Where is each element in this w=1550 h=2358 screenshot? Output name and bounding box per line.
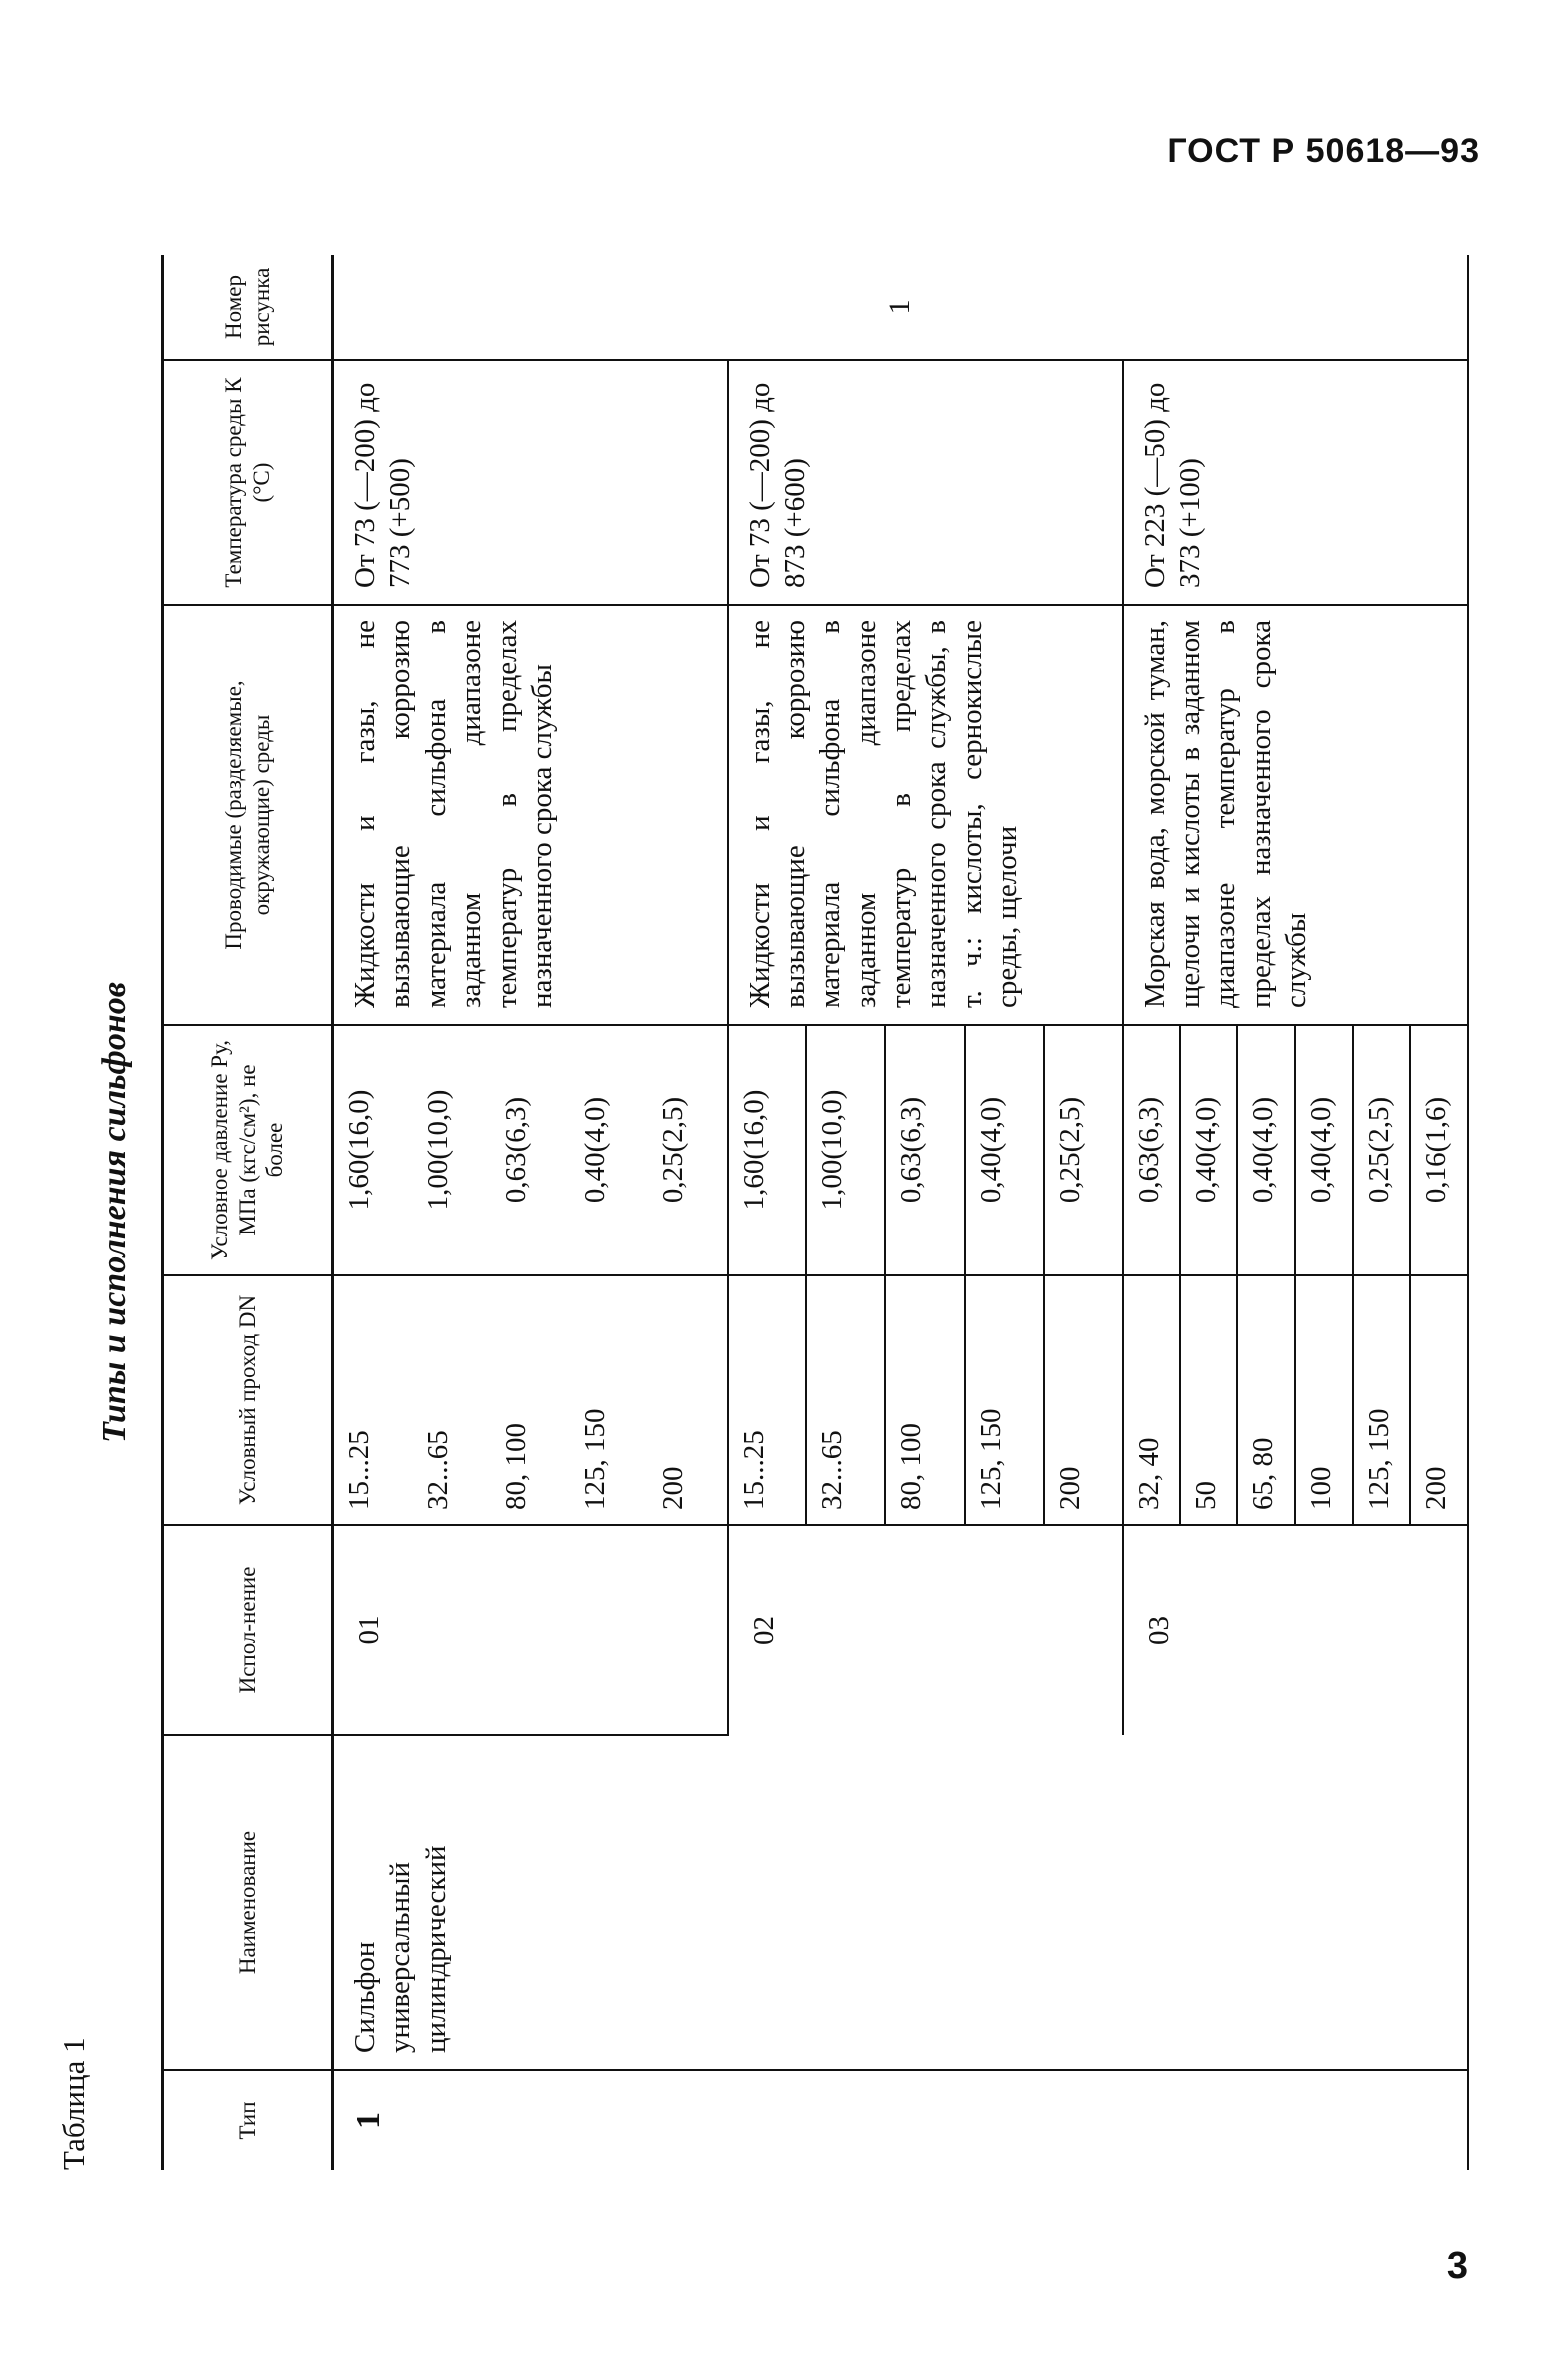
pressure-value: 0,63(6,3) <box>885 1026 964 1274</box>
pressure-value: 1,60(16,0) <box>737 1089 770 1211</box>
media-cell: Морская вода, морской туман, щелочи и кислоты в заданном диапазоне температур в пределах назначенного срока службы <box>1123 605 1468 1025</box>
pressure-value: 0,40(4,0) <box>965 1026 1044 1274</box>
pressure-value: 0,40(4,0) <box>1180 1026 1238 1274</box>
pressure-value: 0,25(2,5) <box>657 1096 689 1204</box>
pressure-value: 1,60(16,0) <box>343 1089 375 1211</box>
pressure-value: 0,40(4,0) <box>578 1096 611 1204</box>
nominal-bore-list <box>1124 1276 1467 1524</box>
nominal-bore-value: 65, 80 <box>1237 1276 1295 1524</box>
pressure-list <box>729 1026 1122 1274</box>
nominal-bore-value: 32, 40 <box>1132 1437 1165 1510</box>
pressure-value: 0,16(1,6) <box>1410 1026 1466 1274</box>
column-header-temperature: Температура среды К (°С) <box>163 360 333 605</box>
nominal-bore-value: 15...25 <box>737 1430 770 1510</box>
column-header-pressure: Условное давление Pу, МПа (кгс/см²), не более <box>163 1025 333 1275</box>
nominal-bore-value: 80, 100 <box>885 1276 964 1524</box>
table-title: Типы и исполнения сильфонов <box>96 982 133 1443</box>
column-header-figure: Номер рисунка <box>163 255 333 360</box>
nominal-bore-value: 80, 100 <box>500 1423 532 1510</box>
table-header-row <box>163 255 333 2170</box>
nominal-bore-cell <box>728 1275 1123 1525</box>
pressure-value: 1,00(10,0) <box>806 1026 885 1274</box>
nominal-bore-value: 200 <box>1410 1276 1466 1524</box>
pressure-cell <box>728 1025 1123 1275</box>
pressure-value: 0,40(4,0) <box>1295 1026 1353 1274</box>
variant-cell: 03 <box>1123 1525 1468 1735</box>
page-number: 3 <box>1446 2245 1468 2287</box>
nominal-bore-list <box>334 1276 727 1524</box>
document-header: ГОСТ Р 50618—93 <box>1167 132 1480 170</box>
column-header-nominal-bore: Условный проход DN <box>163 1275 333 1525</box>
temperature-cell: От 73 (—200) до 773 (+500) <box>333 360 728 605</box>
temperature-cell: От 223 (—50) до 373 (+100) <box>1123 360 1468 605</box>
column-header-media: Проводимые (разделяемые, окружающие) среды <box>163 605 333 1025</box>
pressure-list <box>334 1026 727 1274</box>
table-label: Таблица 1 <box>56 2037 91 2170</box>
pressure-cell <box>333 1025 728 1275</box>
type-cell: 1 <box>350 2112 387 2129</box>
rotated-table-area <box>56 255 1476 2170</box>
nominal-bore-value: 125, 150 <box>1353 1276 1411 1524</box>
nominal-bore-value: 200 <box>1044 1276 1122 1524</box>
pressure-cell <box>1123 1025 1468 1275</box>
product-name-cell: Сильфон универсальный цилиндрический <box>333 1735 1468 2070</box>
pressure-value: 0,25(2,5) <box>1044 1026 1122 1274</box>
pressure-value: 1,00(10,0) <box>421 1089 454 1211</box>
column-header-name: Наименование <box>163 1735 333 2070</box>
nominal-bore-value: 32...65 <box>421 1430 454 1510</box>
pressure-value: 0,63(6,3) <box>500 1096 532 1204</box>
pressure-value: 0,63(6,3) <box>1132 1096 1165 1204</box>
nominal-bore-list <box>729 1276 1122 1524</box>
nominal-bore-value: 100 <box>1295 1276 1353 1524</box>
nominal-bore-value: 200 <box>657 1466 689 1510</box>
column-header-variant: Испол-нение <box>163 1525 333 1735</box>
column-header-type: Тип <box>163 2070 333 2170</box>
variant-cell: 02 <box>728 1525 1123 1735</box>
table-row-variant-01 <box>333 255 728 2170</box>
temperature-cell: От 73 (—200) до 873 (+600) <box>728 360 1123 605</box>
nominal-bore-value: 50 <box>1180 1276 1238 1524</box>
nominal-bore-cell <box>1123 1275 1468 1525</box>
pressure-value: 0,40(4,0) <box>1237 1026 1295 1274</box>
bellows-types-table <box>161 255 1469 2170</box>
media-cell: Жидкости и газы, не вызывающие коррозию материала сильфона в заданном диапазоне температур в пределах назначенного срока службы, в т. ч.: кислоты, сернокислые среды, щелочи <box>728 605 1123 1025</box>
pressure-list <box>1124 1026 1467 1274</box>
nominal-bore-value: 15...25 <box>343 1430 375 1510</box>
media-cell: Жидкости и газы, не вызывающие коррозию материала сильфона в заданном диапазоне температур в пределах назначенного срока службы <box>333 605 728 1025</box>
nominal-bore-value: 125, 150 <box>965 1276 1044 1524</box>
variant-cell: 01 <box>333 1525 728 1735</box>
figure-number-cell: 1 <box>333 255 1468 360</box>
pressure-value: 0,25(2,5) <box>1353 1026 1411 1274</box>
nominal-bore-value: 125, 150 <box>578 1408 611 1510</box>
nominal-bore-cell <box>333 1275 728 1525</box>
nominal-bore-value: 32...65 <box>806 1276 885 1524</box>
